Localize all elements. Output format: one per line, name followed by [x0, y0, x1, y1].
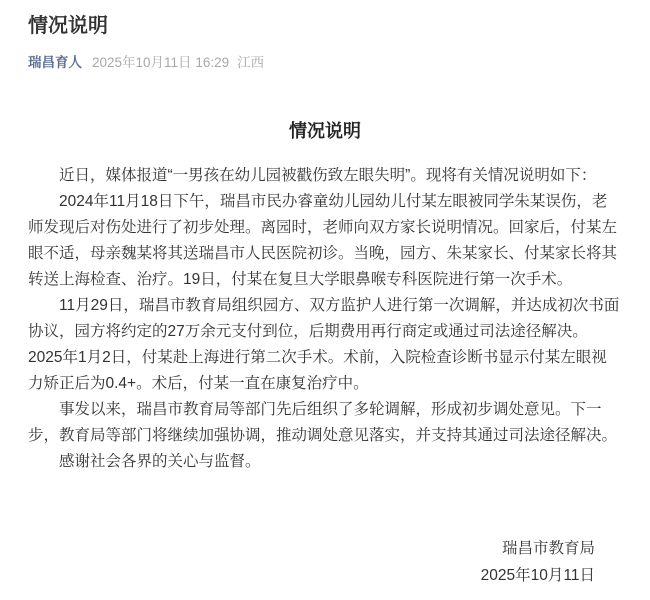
statement-paragraph-mediation: 11月29日，瑞昌市教育局组织园方、双方监护人进行第一次调解，并达成初次书面协议，园方将约定的27万余元支付到位，后期费用再行商定或通过司法途径解决。2025年1月2日，付某赴上海进行第二次手术。术前，入院检查诊断书显示付某左眼视力矫正后为0.4+。术后，付某一直在康复治疗中。	[28, 297, 620, 392]
statement-article	[0, 120, 650, 589]
statement-paragraph-next-steps: 事发以来，瑞昌市教育局等部门先后组织了多轮调解，形成初步调处意见。下一步，教育局等部门将继续加强协调，推动调处意见落实，并支持其通过司法途径解决。	[28, 401, 618, 444]
post-meta	[28, 54, 622, 71]
post-timestamp: 2025年10月11日 16:29	[92, 55, 230, 70]
author-link[interactable]: 瑞昌育人	[28, 55, 82, 70]
signature-org: 瑞昌市教育局	[501, 540, 595, 557]
statement-title: 情况说明	[289, 121, 361, 141]
signature-date: 2025年10月11日	[480, 567, 595, 584]
signature-block	[28, 535, 622, 589]
post-title: 情况说明	[28, 15, 108, 37]
post-header	[0, 0, 650, 71]
statement-body	[28, 163, 622, 475]
statement-paragraph-intro: 近日，媒体报道“一男孩在幼儿园被戳伤致左眼失明”。现将有关情况说明如下：	[59, 167, 597, 184]
statement-paragraph-incident: 2024年11月18日下午，瑞昌市民办睿童幼儿园幼儿付某左眼被同学朱某误伤，老师发现后对伤处进行了初步处理。离园时，老师向双方家长说明情况。回家后，付某左眼不适，母亲魏某将其送瑞昌市人民医院初诊。当晚，园方、朱某家长、付某家长将其转送上海检查、治疗。19日，付某在复旦大学眼鼻喉专科医院进行第一次手术。	[28, 193, 618, 288]
post-location: 江西	[237, 55, 265, 70]
statement-paragraph-thanks: 感谢社会各界的关心与监督。	[59, 453, 261, 470]
